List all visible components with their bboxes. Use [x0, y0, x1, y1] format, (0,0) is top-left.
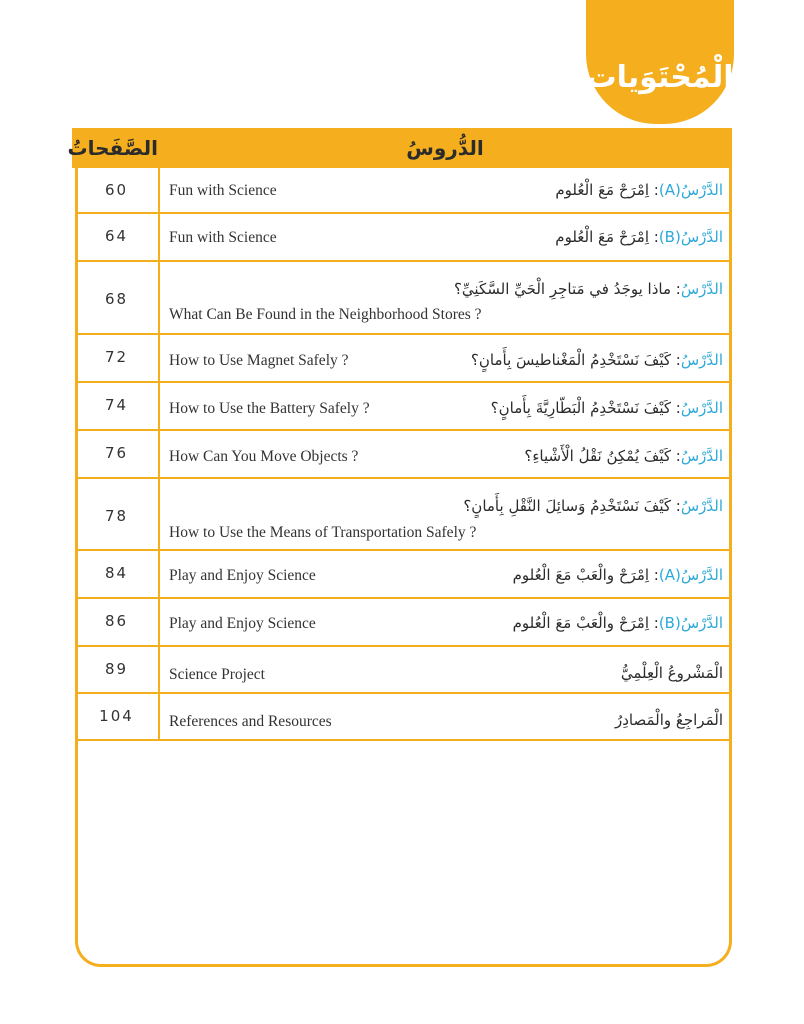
table-row[interactable] — [75, 431, 729, 479]
page-title: الْمُحْتَوَيات — [586, 60, 734, 95]
page-number: 89 — [75, 647, 160, 692]
page-number: 72 — [75, 335, 160, 381]
table-row[interactable] — [75, 383, 729, 431]
table-row[interactable] — [75, 647, 729, 694]
lesson-arabic-title: الدَّرْسُ(B): اِمْرَحْ والْعَبْ مَعَ الْعُلوم — [512, 614, 723, 632]
lesson-english-title: How to Use the Means of Transportation Safely ? — [169, 524, 477, 541]
contents-title-tab — [586, 0, 734, 124]
lessons-column-header: الدُّروسُ — [406, 136, 484, 160]
lesson-arabic-title: الدَّرْسُ(A): اِمْرَحْ والْعَبْ مَعَ الْعُلوم — [512, 566, 723, 584]
pages-column-header: الصَّفَحاتُ — [67, 136, 158, 160]
lesson-english-title: Science Project — [169, 666, 265, 683]
table-row[interactable] — [75, 694, 729, 741]
page-number: 84 — [75, 551, 160, 597]
page-number: 64 — [75, 214, 160, 260]
lesson-arabic-title: الدَّرْسُ(A): اِمْرَحْ مَعَ الْعُلوم — [555, 181, 723, 199]
page-number: 74 — [75, 383, 160, 429]
page-number: 76 — [75, 431, 160, 477]
lesson-english-title: How to Use Magnet Safely ? — [169, 352, 349, 369]
lesson-arabic-title: الدَّرْسُ: كَيْفَ نَسْتَخْدِمُ وَسائِلَ النَّقْلِ بِأَمانٍ؟ — [463, 497, 723, 515]
lesson-arabic-title: الدَّرْسُ: كَيْفَ يُمْكِنُ نَقْلُ الْأَشْياءِ؟ — [524, 447, 723, 465]
lesson-english-title: References and Resources — [169, 713, 332, 730]
lesson-arabic-title: الدَّرْسُ(B): اِمْرَحْ مَعَ الْعُلوم — [555, 228, 723, 246]
lesson-arabic-title: الْمَشْروعُ الْعِلْمِيُّ — [620, 664, 723, 682]
table-row[interactable] — [75, 335, 729, 383]
table-row[interactable] — [75, 262, 729, 335]
lesson-english-title: Play and Enjoy Science — [169, 615, 316, 632]
lesson-english-title: Fun with Science — [169, 182, 277, 199]
lesson-arabic-title: الْمَراجِعُ والْمَصادِرُ — [614, 711, 723, 729]
lesson-english-title: Play and Enjoy Science — [169, 567, 316, 584]
page-number: 86 — [75, 599, 160, 645]
lesson-english-title: How Can You Move Objects ? — [169, 448, 359, 465]
table-row[interactable] — [75, 168, 729, 214]
page-number: 104 — [75, 694, 160, 739]
table-header — [67, 128, 732, 168]
lesson-arabic-title: الدَّرْسُ: كَيْفَ نَسْتَخْدِمُ الْمَغْناطيسَ بِأَمانٍ؟ — [470, 351, 723, 369]
table-row[interactable] — [75, 551, 729, 599]
table-row[interactable] — [75, 599, 729, 647]
contents-table — [75, 168, 729, 741]
table-row[interactable] — [75, 214, 729, 262]
lesson-english-title: Fun with Science — [169, 229, 277, 246]
lesson-english-title: What Can Be Found in the Neighborhood Stores ? — [169, 306, 482, 323]
table-row[interactable] — [75, 479, 729, 551]
page-number: 60 — [75, 168, 160, 212]
lesson-arabic-title: الدَّرْسُ: كَيْفَ نَسْتَخْدِمُ الْبَطّارِيَّةَ بِأَمانٍ؟ — [490, 399, 723, 417]
lesson-english-title: How to Use the Battery Safely ? — [169, 400, 370, 417]
page-number: 68 — [75, 262, 160, 333]
page-number: 78 — [75, 479, 160, 549]
lesson-arabic-title: الدَّرْسُ: ماذا يوجَدُ في مَتاجِرِ الْحَيِّ السَّكَنِيِّ؟ — [453, 280, 723, 298]
